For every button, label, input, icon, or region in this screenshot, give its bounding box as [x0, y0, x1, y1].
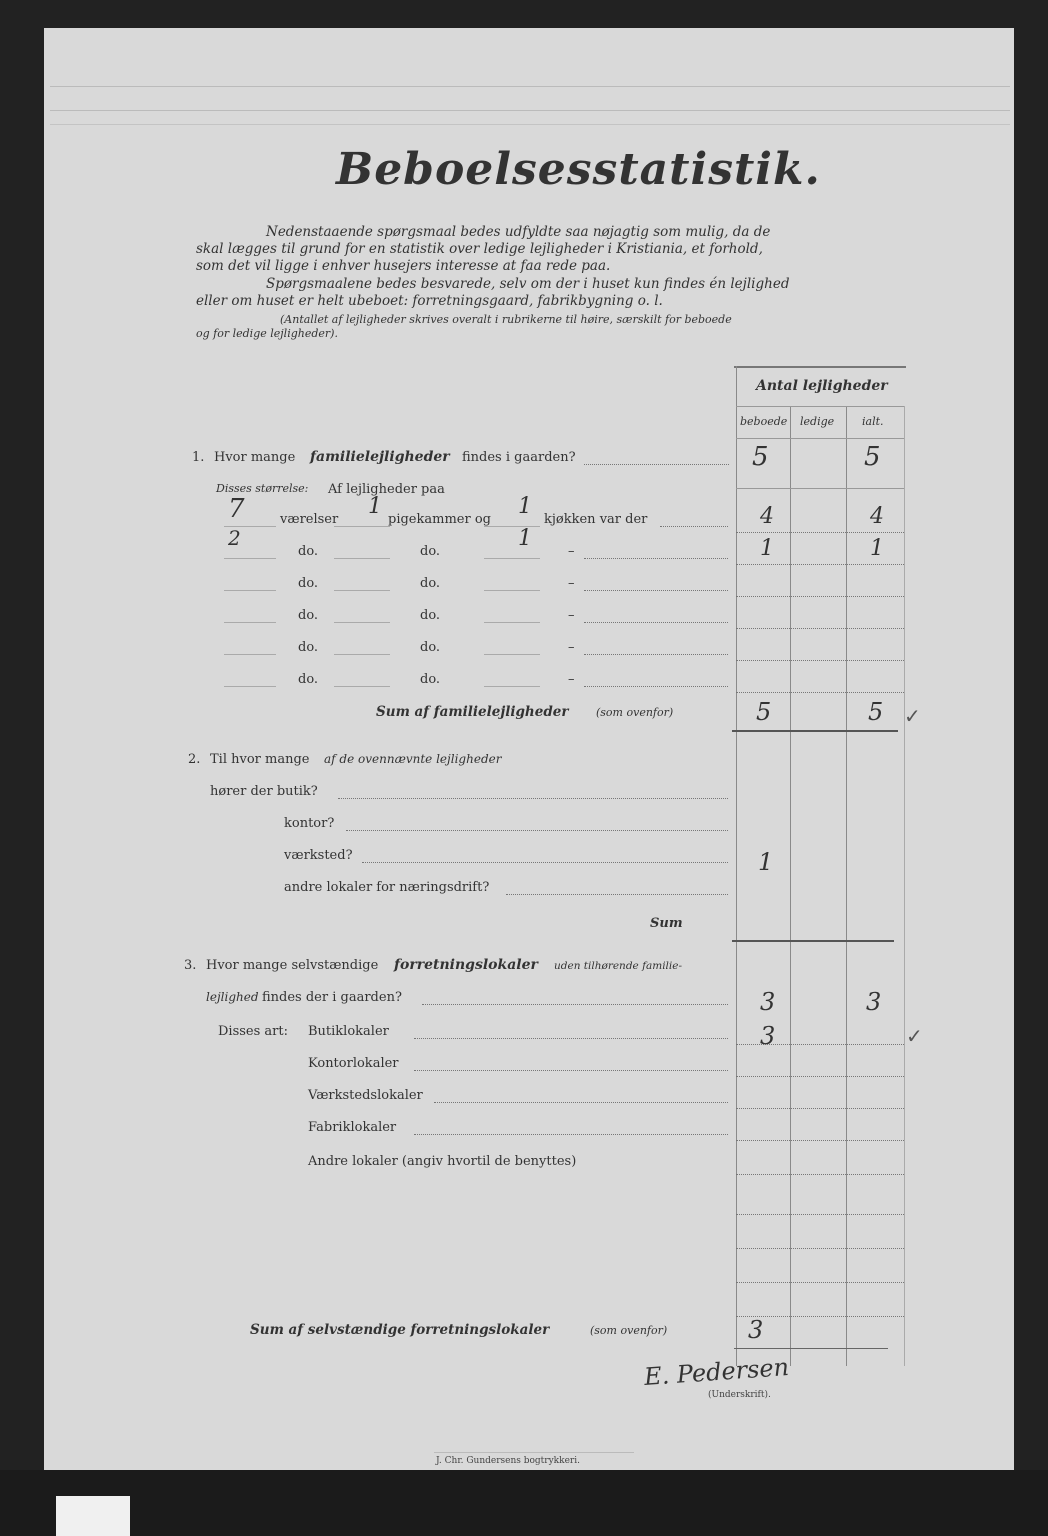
answer-dots: [736, 1108, 904, 1109]
fill-in-line: [224, 654, 276, 655]
q1-number: 1.: [192, 450, 205, 465]
q3-item: Fabriklokaler: [308, 1120, 397, 1135]
scan-border-mark: [56, 1496, 130, 1536]
size-row-vaerelser-value: 2: [228, 526, 241, 550]
sum-rule: [732, 940, 894, 942]
q1-size-label: Disses størrelse:: [216, 482, 309, 495]
top-rule: [50, 124, 1010, 125]
fill-in-line: [224, 622, 276, 623]
leader-dots: [584, 558, 728, 559]
q2-kontor: kontor?: [284, 816, 335, 831]
size-row-label: do.: [420, 576, 441, 591]
col-line-mid1: [790, 406, 791, 1366]
q3-line2-post: findes der i gaarden?: [262, 990, 402, 1005]
size-row-label: do.: [420, 672, 441, 687]
size-row-label: –: [568, 544, 575, 559]
size-row-label: værelser: [280, 512, 339, 527]
leader-dots: [584, 654, 728, 655]
fill-in-line: [224, 686, 276, 687]
intro-line: som det vil ligge i enhver husejers interesse at faa rede paa.: [196, 258, 611, 274]
leader-dots: [584, 686, 728, 687]
q2-andre: andre lokaler for næringsdrift?: [284, 880, 490, 895]
page-title: Beboelsesstatistik.: [336, 144, 821, 195]
size-row-kjokken-value: 1: [518, 526, 532, 551]
table-header-main: Antal lejligheder: [756, 378, 888, 394]
signature-label: (Underskrift).: [708, 1390, 771, 1400]
q3-butik-beboede: 3: [760, 1022, 776, 1050]
col-header-beboede: beboede: [740, 415, 788, 428]
scan-border: [0, 1470, 1048, 1536]
answer-dots: [736, 660, 904, 661]
answer-dots: [736, 1140, 904, 1141]
size-row-kjokken-value: 1: [518, 494, 532, 519]
answer-dots: [736, 1214, 904, 1215]
col-header-ledige: ledige: [800, 415, 835, 428]
fill-in-line: [334, 686, 390, 687]
fill-in-line: [484, 622, 540, 623]
fill-in-line: [334, 622, 390, 623]
q1-text-pre: Hvor mange: [214, 450, 296, 465]
q3-art-label: Disses art:: [218, 1024, 288, 1039]
q3-text-bold: forretningslokaler: [394, 957, 538, 973]
intro-note: (Antallet af lejligheder skrives overalt i rubrikerne til høire, særskilt for beboede: [280, 313, 732, 326]
answer-dots: [736, 532, 904, 533]
fill-in-line: [484, 590, 540, 591]
q3-item: Andre lokaler (angiv hvortil de benyttes): [308, 1154, 577, 1169]
q1-text-bold: familielejligheder: [310, 449, 450, 465]
leader-dots: [414, 1134, 728, 1135]
size-row-label: do.: [420, 640, 441, 655]
q3-item: Kontorlokaler: [308, 1056, 399, 1071]
answer-dots: [736, 596, 904, 597]
size-row-label: pigekammer og: [388, 512, 491, 527]
q1-ialt-value: 5: [864, 442, 881, 472]
leader-dots: [660, 526, 728, 527]
signature: E. Pedersen: [643, 1352, 790, 1392]
leader-dots: [414, 1070, 728, 1071]
intro-line: Spørgsmaalene bedes besvarede, selv om der i huset kun findes én lejlighed: [266, 276, 790, 292]
answer-dots: [736, 692, 904, 693]
leader-dots: [422, 1004, 728, 1005]
size-row-label: do.: [298, 544, 319, 559]
census-form-sheet: [44, 28, 1014, 1470]
intro-line: eller om huset er helt ubeboet: forretningsgaard, fabrikbygning o. l.: [196, 293, 663, 309]
fill-in-line: [224, 558, 276, 559]
q1-sum-note: (som ovenfor): [596, 706, 674, 719]
header-rule: [736, 406, 904, 407]
q3-sum-beboede: 3: [748, 1316, 764, 1344]
q1-beboede-value: 5: [752, 442, 769, 472]
q2-vaerksted: værksted?: [284, 848, 353, 863]
size-row-label: do.: [298, 608, 319, 623]
q1-sum-beboede: 5: [756, 698, 772, 726]
size-row-beboede-value: 1: [760, 536, 774, 561]
size-row-label: kjøkken var der: [544, 512, 648, 527]
answer-dots: [736, 1174, 904, 1175]
intro-note: og for ledige lejligheder).: [196, 327, 338, 340]
q3-beboede: 3: [760, 988, 776, 1016]
intro-line: skal lægges til grund for en statistik over ledige lejligheder i Kristiania, et forhold,: [196, 241, 763, 257]
q1-sum-label: Sum af familielejligheder: [376, 704, 569, 720]
size-row-ialt-value: 1: [870, 536, 884, 561]
leader-dots: [506, 894, 728, 895]
intro-line: Nedenstaaende spørgsmaal bedes udfyldte saa nøjagtig som mulig, da de: [266, 224, 771, 240]
leader-dots: [584, 590, 728, 591]
leader-dots: [414, 1038, 728, 1039]
size-row-label: –: [568, 576, 575, 591]
col-line-right: [904, 406, 905, 1366]
q3-line2-italic: lejlighed: [206, 990, 259, 1004]
q1-text-post: findes i gaarden?: [462, 450, 576, 465]
q2-text-pre: Til hvor mange: [210, 752, 310, 767]
leader-dots: [434, 1102, 728, 1103]
fill-in-line: [334, 590, 390, 591]
sum-rule: [732, 730, 898, 732]
size-row-vaerelser-value: 7: [228, 494, 245, 524]
leader-dots: [346, 830, 728, 831]
q1-sum-ialt: 5: [868, 698, 884, 726]
leader-dots: [584, 464, 729, 465]
fill-in-line: [484, 654, 540, 655]
printer-credit: J. Chr. Gundersens bogtrykkeri.: [436, 1456, 580, 1466]
q2-number: 2.: [188, 752, 201, 767]
size-row-label: do.: [298, 640, 319, 655]
top-rule: [50, 86, 1010, 87]
leader-dots: [338, 798, 728, 799]
size-row-label: do.: [420, 608, 441, 623]
top-rule: [50, 110, 1010, 111]
col-line-mid2: [846, 406, 847, 1366]
fill-in-line: [484, 558, 540, 559]
size-row-label: –: [568, 608, 575, 623]
answer-dots: [736, 1248, 904, 1249]
size-row-beboede-value: 4: [760, 504, 774, 529]
q3-sum-label: Sum af selvstændige forretningslokaler: [250, 1322, 550, 1338]
q3-item: Butiklokaler: [308, 1024, 389, 1039]
answer-dots: [736, 1076, 904, 1077]
fill-in-line: [334, 526, 390, 527]
q2-vaerksted-beboede: 1: [758, 848, 774, 876]
margin-checkmark: ✓: [906, 1024, 923, 1048]
size-row-label: do.: [420, 544, 441, 559]
col-line-left: [736, 366, 737, 1366]
fill-in-line: [224, 590, 276, 591]
fill-in-line: [334, 558, 390, 559]
leader-dots: [584, 622, 728, 623]
answer-dots: [736, 1282, 904, 1283]
leader-dots: [362, 862, 728, 863]
size-row-label: –: [568, 640, 575, 655]
q1-size-text: Af lejligheder paa: [328, 482, 445, 497]
sum-rule: [734, 1348, 888, 1349]
answer-dots: [736, 564, 904, 565]
q2-butik: hører der butik?: [210, 784, 318, 799]
q2-text-italic: af de ovennævnte lejligheder: [324, 752, 502, 766]
size-row-label: do.: [298, 576, 319, 591]
q2-sum-label: Sum: [650, 916, 683, 931]
size-row-pigekammer-value: 1: [368, 494, 382, 519]
q3-item: Værkstedslokaler: [308, 1088, 423, 1103]
row-rule: [736, 488, 904, 489]
q3-text-pre: Hvor mange selvstændige: [206, 958, 379, 973]
size-row-ialt-value: 4: [870, 504, 884, 529]
fill-in-line: [484, 686, 540, 687]
q3-number: 3.: [184, 958, 197, 973]
q3-text-italic: uden tilhørende familie-: [554, 960, 683, 972]
q3-sum-note: (som ovenfor): [590, 1324, 668, 1337]
table-top-rule: [734, 366, 906, 368]
size-row-label: –: [568, 672, 575, 687]
size-row-label: do.: [298, 672, 319, 687]
fill-in-line: [334, 654, 390, 655]
answer-dots: [736, 628, 904, 629]
printer-rule: [434, 1452, 634, 1453]
header-rule: [736, 438, 904, 439]
col-header-ialt: ialt.: [862, 415, 884, 428]
q3-ialt: 3: [866, 988, 882, 1016]
margin-checkmark: ✓: [904, 704, 921, 728]
